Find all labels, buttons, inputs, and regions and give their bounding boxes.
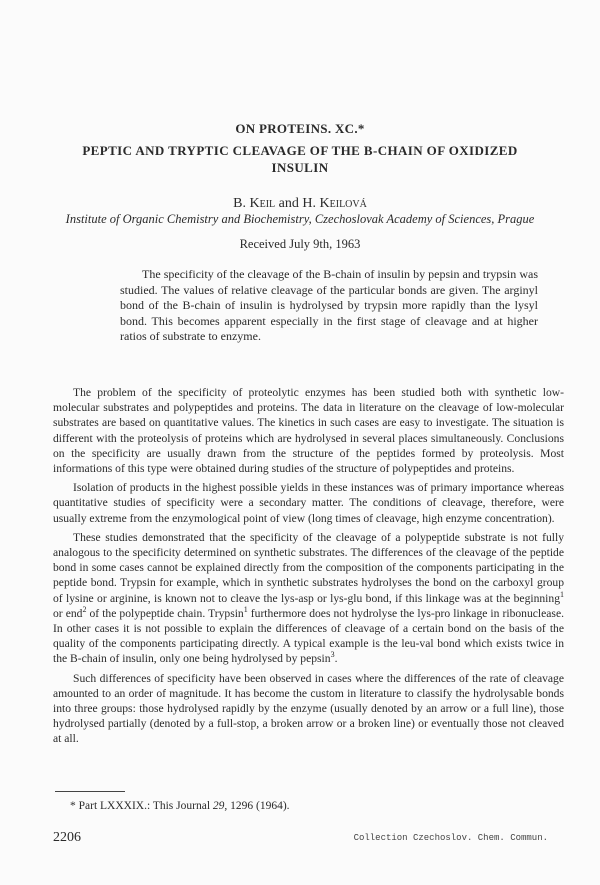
footnote bbox=[70, 800, 290, 812]
reference-3: 3 bbox=[330, 650, 335, 660]
journal-name: Collection Czechoslov. Chem. Commun. bbox=[353, 833, 548, 843]
reference-1: 1 bbox=[243, 604, 248, 614]
article-title: PEPTIC AND TRYPTIC CLEAVAGE OF THE B-CHAIN OF OXIDIZED INSULIN bbox=[82, 143, 518, 175]
author1-initial: B. bbox=[233, 196, 250, 211]
paragraph-3-text: . bbox=[334, 652, 338, 666]
paragraph-3-text: These studies demonstrated that the specificity of the cleavage of a polypeptide substrate is not fully analogous to the specificity determined on synthetic substrates. The differences of the cleavage of the peptide bond in some cases cannot be explained directly from the composition of the components participating in the peptide bond. Trypsin for example, which in synthetic substrates hydrolyses the bond on the carboxyl group of lysine or arginine, is known not to cleave the lys-asp or lys-glu bond, if this linkage was at the beginning bbox=[53, 530, 564, 605]
abstract: The specificity of the cleavage of the B-chain of insulin by pepsin and trypsin was studied. The values of relative cleavage of the particular bonds are given. The arginyl bond of the B-chain of insulin is hydrolysed by trypsin more rapidly than the lysyl bond. This becomes apparent especially in the first stage of cleavage and at higher ratios of substrate to enzyme. bbox=[120, 267, 538, 344]
reference-1: 1 bbox=[560, 589, 564, 599]
footnote-divider bbox=[55, 791, 125, 792]
paragraph-3 bbox=[53, 530, 564, 667]
paragraph-4: Such differences of specificity have been observed in cases where the differences of the rate of cleavage amounted to an order of magnitude. It has become the custom in literature to classify the hydrolysable bonds into three groups: those hydrolysed rapidly by the enzyme (usually denoted by an arrow or a full line), those hydrolysed partially (denoted by a full-stop, a broken arrow or a broken line) or eventually those not cleaved at all. bbox=[53, 671, 564, 746]
authors-and: and bbox=[275, 196, 303, 211]
footnote-volume: 29 bbox=[212, 800, 225, 812]
author1-surname: Keil bbox=[249, 196, 276, 211]
page-number: 2206 bbox=[53, 830, 81, 845]
authors bbox=[0, 196, 600, 212]
paragraph-3-text: furthermore does not hydrolyse the lys-pro linkage in ribonuclease. In other cases it is not possible to explain the differences of cleavage of a certain bond on the basis of the quality of the components participating directly. A typical example is the leu-val bond which exists twice in the B-chain of insulin, only one being hydrolysed by pepsin bbox=[53, 606, 564, 666]
author2-surname: Keilová bbox=[319, 196, 367, 211]
series-heading: ON PROTEINS. XC.* bbox=[235, 121, 365, 136]
received-date: Received July 9th, 1963 bbox=[239, 237, 361, 251]
paragraph-2: Isolation of products in the highest possible yields in these instances was of primary importance whereas quantitative studies of specificity were a secondary matter. The conditions of cleavage, therefore, were usually extreme from the enzymological point of view (long times of cleavage, high enzyme concentration). bbox=[53, 481, 564, 525]
body-text bbox=[53, 385, 564, 751]
author2-initial: H. bbox=[302, 196, 320, 211]
paragraph-3-text: of the polypeptide chain. Trypsin bbox=[86, 606, 244, 620]
affiliation: Institute of Organic Chemistry and Biochemistry, Czechoslovak Academy of Sciences, Prague bbox=[65, 212, 535, 226]
paragraph-1: The problem of the specificity of proteolytic enzymes has been studied both with synthetic low-molecular substrates and polypeptides and proteins. The data in literature on the cleavage of low-molecular substrates are based on quantitative values. The kinetics in such cases are easy to investigate. The situation is different with the proteolysis of proteins which are hydrolysed in several places simultaneously. Conclusions on the specificity are usually drawn from the structure of the peptides formed by proteolysis. Most informations of this type were obtained during studies of the structure of polypeptides and proteins. bbox=[53, 386, 564, 476]
footnote-text: , 1296 (1964). bbox=[224, 800, 290, 812]
paragraph-3-text: or end bbox=[53, 606, 83, 620]
reference-2: 2 bbox=[82, 604, 87, 614]
footnote-text: * Part LXXXIX.: This Journal bbox=[70, 800, 213, 812]
